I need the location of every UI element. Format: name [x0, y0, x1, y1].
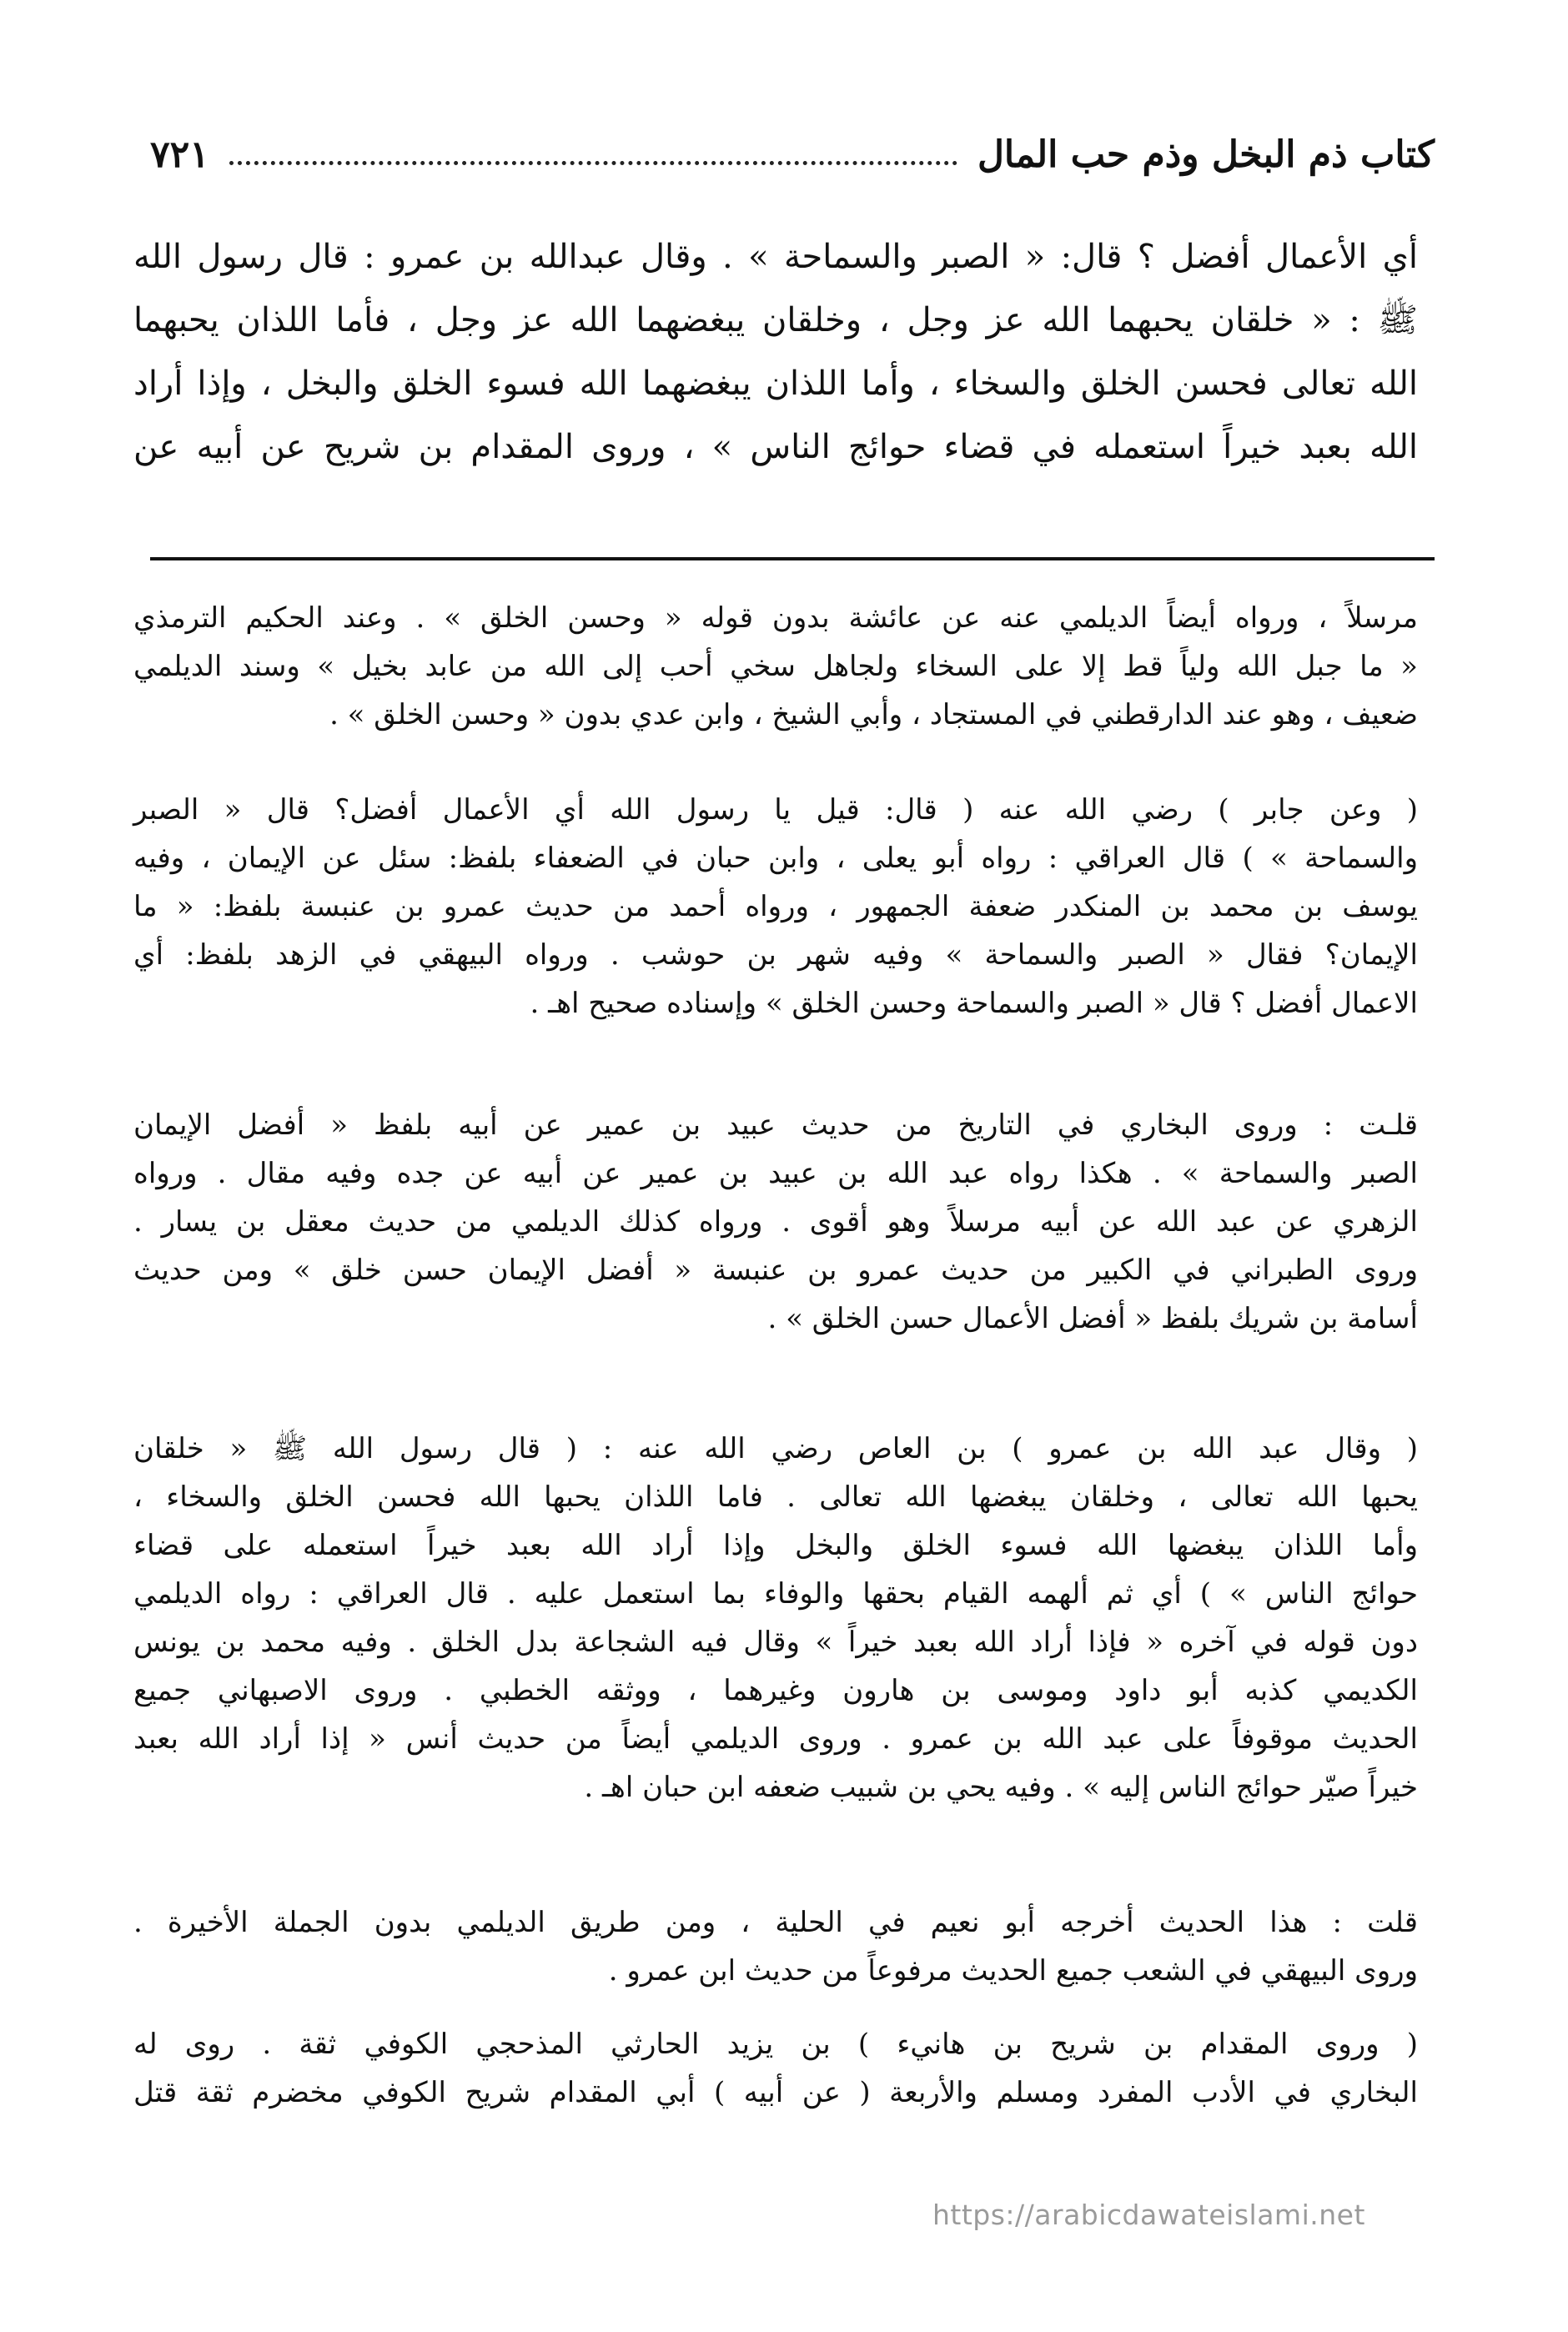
commentary-jabir [133, 786, 1418, 1028]
commentary-line: يحبها الله تعالى ، وخلقان يبغضها الله تعالى . فاما اللذان يحبها الله فحسن الخلق والسخاء ، [133, 1480, 1418, 1514]
commentary-line: ( وروى المقدام بن شريح بن هانيء ) بن يزيد الحارثي المذحجي الكوفي ثقة . روى له [133, 2028, 1418, 2061]
commentary-line: قلـت : وروى البخاري في التاريخ من حديث عبيد بن عمير عن أبيه بلفظ « أفضل الإيمان [133, 1108, 1418, 1142]
commentary-line: الإيمان؟ فقال « الصبر والسماحة » وفيه شهر بن حوشب . ورواه البيهقي في الزهد بلفظ: أي [133, 938, 1418, 972]
source-watermark: https://arabicdawateislami.net [932, 2199, 1365, 2231]
commentary-line: الصبر والسماحة » . هكذا رواه عبد الله بن عبيد بن عمير عن أبيه عن جده وفيه مقال . ورواه [133, 1157, 1418, 1190]
commentary-line: وروى البيهقي في الشعب جميع الحديث مرفوعاً من حديث ابن عمرو . [608, 1954, 1418, 1988]
commentary-line: دون قوله في آخره « فإذا أراد الله بعبد خيراً » وقال فيه الشجاعة بدل الخلق . وفيه محمد بن يونس [133, 1626, 1418, 1659]
commentary-line: خيراً صيّر حوائج الناس إليه » . وفيه يحي بن شبيب ضعفه ابن حبان اهـ . [584, 1771, 1418, 1804]
commentary-qultu-1 [133, 1101, 1418, 1343]
commentary-line: ( وقال عبد الله بن عمرو ) بن العاص رضي الله عنه : ( قال رسول الله ﷺ « خلقان [133, 1432, 1418, 1465]
commentary-qultu-2 [133, 1898, 1418, 1995]
footnote-line: ضعيف ، وهو عند الدارقطني في المستجاد ، وأبي الشيخ ، وابن عدي بدون « وحسن الخلق » . [329, 698, 1418, 731]
running-header [150, 125, 1435, 183]
chapter-title: كتاب ذم البخل وذم حب المال [977, 133, 1435, 176]
commentary-abdullah [133, 1425, 1418, 1812]
commentary-line: الاعمال أفضل ؟ قال « الصبر والسماحة وحسن الخلق » وإسناده صحيح اهـ . [530, 987, 1418, 1020]
dot-leader [229, 161, 957, 165]
commentary-line: البخاري في الأدب المفرد ومسلم والأربعة ( عن أبيه ) أبي المقدام شريح الكوفي مخضرم ثقة قتل [133, 2076, 1418, 2109]
commentary-line: الكديمي كذبه أبو داود وموسى بن هارون وغيرهما ، ووثقه الخطبي . وروى الاصبهاني جميع [133, 1674, 1418, 1707]
commentary-line: قلت : هذا الحديث أخرجه أبو نعيم في الحلية ، ومن طريق الديلمي بدون الجملة الأخيرة . [133, 1906, 1418, 1939]
commentary-line: يوسف بن محمد بن المنكدر ضعفة الجمهور ، ورواه أحمد من حديث عمرو بن عنبسة بلفظ: « ما [133, 890, 1418, 923]
footnote-line: مرسلاً ، ورواه أيضاً الديلمي عنه عن عائشة بدون قوله « وحسن الخلق » . وعند الحكيم الترمذي [133, 601, 1418, 635]
commentary-line: أسامة بن شريك بلفظ « أفضل الأعمال حسن الخلق » . [767, 1302, 1418, 1335]
commentary-line: ( وعن جابر ) رضي الله عنه ( قال: قيل يا رسول الله أي الأعمال أفضل؟ قال « الصبر [133, 793, 1418, 827]
commentary-miqdam [133, 2020, 1418, 2117]
commentary-line: الزهري عن عبد الله عن أبيه مرسلاً وهو أقوى . ورواه كذلك الديلمي من حديث معقل بن يسار . [133, 1205, 1418, 1239]
main-line: الله بعبد خيراً استعمله في قضاء حوائج الناس » ، وروى المقدام بن شريح عن أبيه عن [133, 428, 1418, 466]
commentary-line: وأما اللذان يبغضها الله فسوء الخلق والبخل وإذا أراد الله بعبد خيراً استعمله على قضاء [133, 1529, 1418, 1562]
footnote-separator [150, 557, 1435, 560]
commentary-line: وروى الطبراني في الكبير من حديث عمرو بن عنبسة « أفضل الإيمان حسن خلق » ومن حديث [133, 1254, 1418, 1287]
main-line: أي الأعمال أفضل ؟ قال: « الصبر والسماحة » . وقال عبدالله بن عمرو : قال رسول الله [133, 238, 1418, 276]
commentary-line: الحديث موقوفاً على عبد الله بن عمرو . وروى الديلمي أيضاً من حديث أنس « إذا أراد الله بعبد [133, 1722, 1418, 1756]
main-line: ﷺ : « خلقان يحبهما الله عز وجل ، وخلقان يبغضهما الله عز وجل ، فأما اللذان يحبهما [133, 301, 1418, 339]
commentary-line: والسماحة » ) قال العراقي : رواه أبو يعلى ، وابن حبان في الضعفاء بلفظ: سئل عن الإيمان ، وفيه [133, 842, 1418, 875]
main-line: الله تعالى فحسن الخلق والسخاء ، وأما اللذان يبغضهما الله فسوء الخلق والبخل ، وإذا أراد [133, 364, 1418, 403]
footnote-line: « ما جبل الله ولياً قط إلا على السخاء ولجاهل سخي أحب إلى الله من عابد بخيل » وسند الديلمي [133, 650, 1418, 683]
footnote-continuation [133, 594, 1418, 739]
main-text [133, 225, 1418, 479]
page-number: ٧٢١ [150, 133, 209, 176]
commentary-line: حوائج الناس » ) أي ثم ألهمه القيام بحقها والوفاء بما استعمل عليه . قال العراقي : رواه الديلمي [133, 1577, 1418, 1611]
